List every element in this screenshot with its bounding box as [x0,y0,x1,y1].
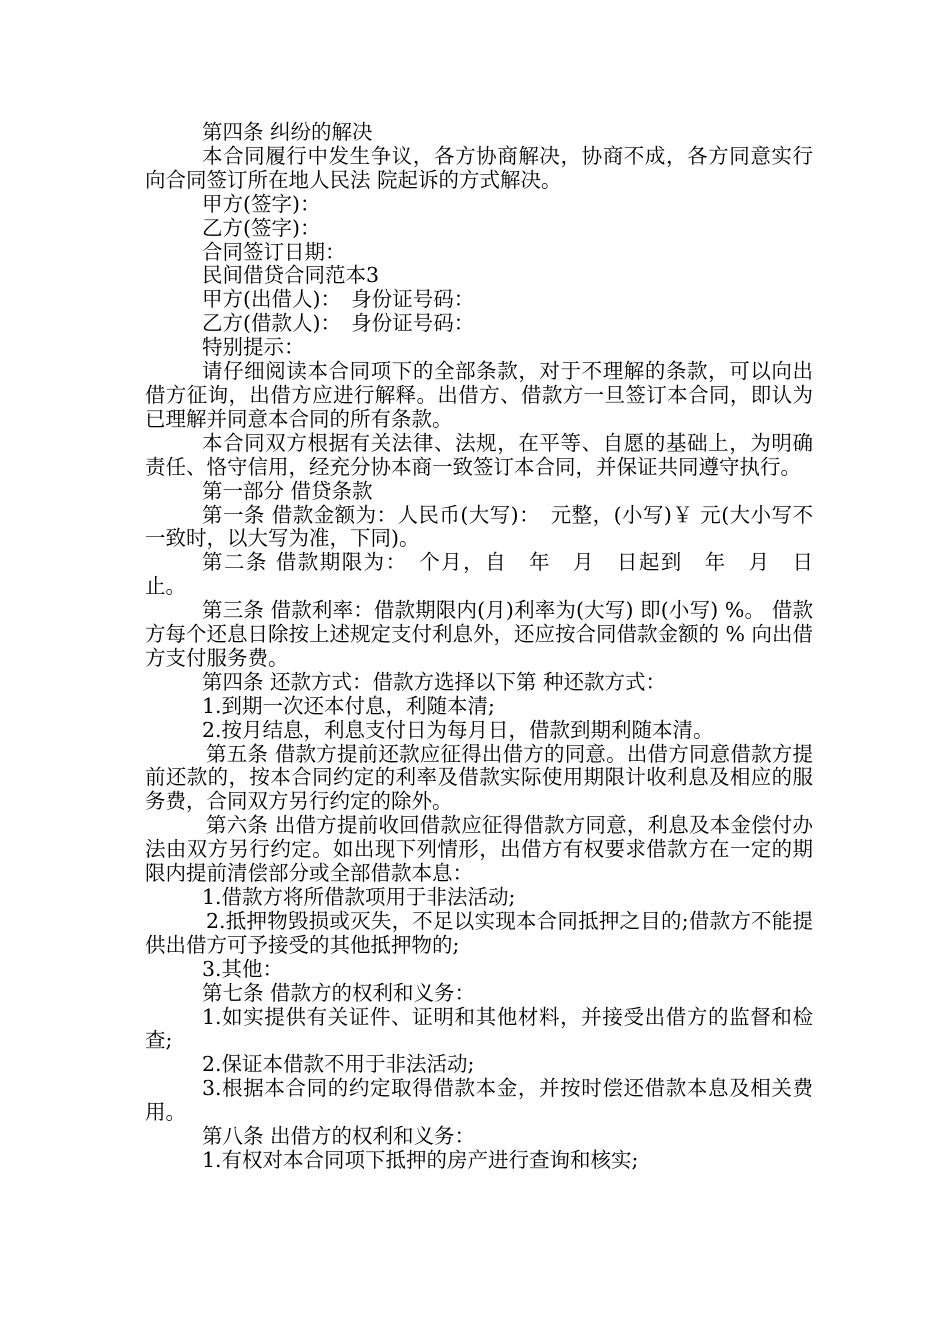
article-paragraph: 第五条 借款方提前还款应征得出借方的同意。出借方同意借款方提前还款的，按本合同约定的利率及借款实际使用期限计收利息及相应的服务费，合同双方另行约定的除外。 [145,741,813,814]
paragraph: 请仔细阅读本合同项下的全部条款，对于不理解的条款，可以向出借方征询，出借方应进行解释。出借方、借款方一旦签订本合同，即认为已理解并同意本合同的所有条款。 [145,359,813,431]
list-item: 1.借款方将所借款项用于非法活动; [202,885,516,909]
party-line: 甲方(出借人)： 身份证号码： [202,287,475,312]
list-item: 1.如实提供有关证件、证明和其他材料，并接受出借方的监督和检查; [145,1004,813,1053]
paragraph: 本合同双方根据有关法律、法规，在平等、自愿的基础上，为明确责任、恪守信用，经充分协本商一致签订本合同，并保证共同遵守执行。 [145,430,813,479]
party-line: 乙方(借款人)： 身份证号码： [202,311,475,336]
list-item: 2.抵押物毁损或灭失，不足以实现本合同抵押之目的;借款方不能提供出借方可予接受的其他抵押物的; [145,908,813,957]
section-heading: 第一部分 借贷条款 [202,478,373,503]
list-item: 2.按月结息，利息支付日为每月日，借款到期利随本清。 [202,717,714,742]
article-paragraph: 第三条 借款利率：借款期限内(月)利率为(大写) 即(小写) %。 借款方每个还息日除按上述规定支付利息外，还应按合同借款金额的 % 向出借方支付服务费。 [145,598,814,670]
list-item: 3.其他： [202,956,284,981]
list-item: 1.有权对本合同项下抵押的房产进行查询和核实; [202,1147,639,1172]
article-paragraph: 第一条 借款金额为：人民币(大写)： 元整，(小写)￥ 元(大小写不一致时，以大写为准，下同)。 [145,502,813,551]
signature-line: 乙方(签字)： [202,215,321,240]
article-heading: 第八条 出借方的权利和义务： [202,1124,476,1149]
document-title: 民间借贷合同范本3 [202,263,380,288]
article-heading: 第七条 借款方的权利和义务： [202,980,476,1005]
notice-heading: 特别提示： [202,335,305,360]
list-item: 2.保证本借款不用于非法活动; [202,1052,475,1077]
signature-line: 甲方(签字)： [202,191,321,216]
article-heading: 第四条 纠纷的解决 [202,120,373,144]
list-item: 1.到期一次还本付息，利随本清; [202,693,495,718]
paragraph: 本合同履行中发生争议，各方协商解决，协商不成，各方同意实行向合同签订所在地人民法 院起诉的方式解决。 [145,143,813,192]
article-paragraph: 第二条 借款期限为： 个月，自 年 月 日起到 年 月 日止。 [145,550,813,599]
article-paragraph: 第四条 还款方式：借款方选择以下第 种还款方式： [202,669,667,694]
document-body [145,121,813,1173]
list-item: 3.根据本合同的约定取得借款本金，并按时偿还借款本息及相关费用。 [145,1076,813,1125]
article-paragraph: 第六条 出借方提前收回借款应征得借款方同意，利息及本金偿付办法由双方另行约定。如出现下列情形，出借方有权要求借款方在一定的期限内提前清偿部分或全部借款本息： [145,813,813,886]
date-line: 合同签订日期： [202,239,346,264]
